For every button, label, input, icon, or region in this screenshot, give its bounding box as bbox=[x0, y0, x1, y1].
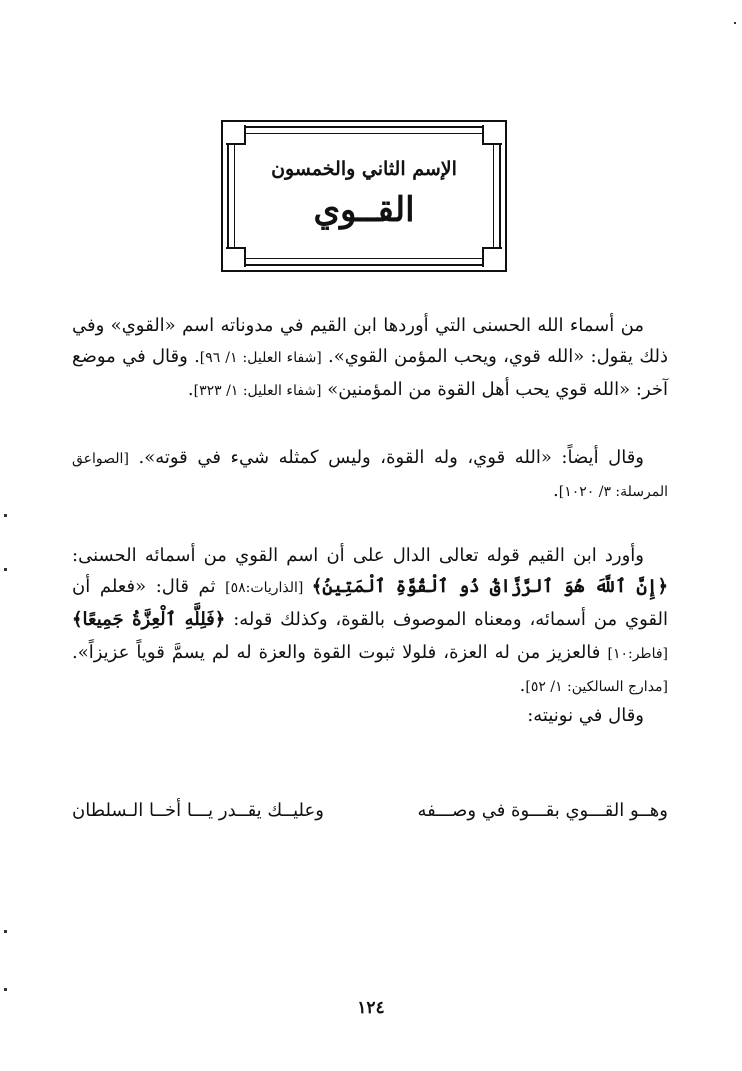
text: ثم قال: «فعلم أن القوي من أسمائه، ومعناه الموصوف بالقوة، وكذلك قوله: bbox=[72, 576, 668, 630]
title-frame bbox=[221, 120, 507, 272]
citation: [مدارج السالكين: ١/ ٥٢] bbox=[525, 679, 668, 695]
verse-second-hemistich: وعليــك يقــدر يـــا أخــا الـسلطان bbox=[72, 800, 324, 821]
citation: [شفاء العليل: ١/ ٣٢٣] bbox=[193, 383, 322, 399]
text: . bbox=[553, 480, 559, 501]
citation: [فاطر:١٠] bbox=[607, 646, 668, 662]
chapter-title: القــوي bbox=[313, 190, 415, 230]
chapter-subtitle: الإسم الثاني والخمسون bbox=[271, 158, 457, 180]
scan-speck bbox=[4, 988, 7, 991]
paragraph-4 bbox=[72, 700, 668, 731]
quran-verse: ﴿فَلِلَّهِ ٱلْعِزَّةُ جَمِيعًا﴾ bbox=[72, 609, 226, 630]
citation: [الصواعق المرسلة: ٣/ ١٠٢٠] bbox=[72, 451, 668, 500]
frame-corner-ornament bbox=[482, 247, 502, 267]
frame-corner-ornament bbox=[226, 247, 246, 267]
verse-first-hemistich: وهــو القـــوي بقـــوة في وصـــفه bbox=[417, 800, 668, 821]
paragraph-2 bbox=[72, 442, 668, 508]
frame-corner-ornament bbox=[226, 125, 246, 145]
citation: [الذاريات:٥٨] bbox=[225, 580, 312, 596]
text: . bbox=[187, 379, 194, 400]
page-number: ١٢٤ bbox=[357, 998, 385, 1018]
quran-verse: ﴿إِنَّ ٱللَّهَ هُوَ ٱلرَّزَّاقُ ذُو ٱلْقُوَّةِ ٱلْمَتِينُ﴾ bbox=[311, 576, 668, 597]
text: من أسماء الله الحسنى التي أوردها ابن القيم في مدوناته اسم «القوي» وفي ذلك يقول: «الله قوي، ويحب المؤمن القوي». bbox=[72, 315, 668, 367]
scan-speck bbox=[4, 568, 7, 571]
text: وقال أيضاً: «الله قوي، وله القوة، وليس كمثله شيء في قوته». bbox=[128, 447, 644, 468]
frame-corner-ornament bbox=[482, 125, 502, 145]
text: . وقال في موضع آخر: «الله قوي يحب أهل القوة من المؤمنين» bbox=[72, 346, 668, 400]
paragraph-3 bbox=[72, 540, 668, 703]
text: فالعزيز من له العزة، فلولا ثبوت القوة والعزة له لم يسمَّ قوياً عزيزاً». bbox=[72, 642, 608, 663]
scan-speck bbox=[734, 22, 736, 24]
scan-speck bbox=[4, 930, 7, 933]
poem-verse bbox=[72, 796, 668, 826]
text: . bbox=[519, 675, 526, 696]
text: وقال في نونيته: bbox=[527, 705, 644, 726]
text: وأورد ابن القيم قوله تعالى الدال على أن اسم القوي من أسمائه الحسنى: bbox=[72, 545, 644, 566]
citation: [شفاء العليل: ١/ ٩٦] bbox=[199, 350, 322, 366]
paragraph-1 bbox=[72, 310, 668, 407]
scan-speck bbox=[4, 514, 7, 517]
